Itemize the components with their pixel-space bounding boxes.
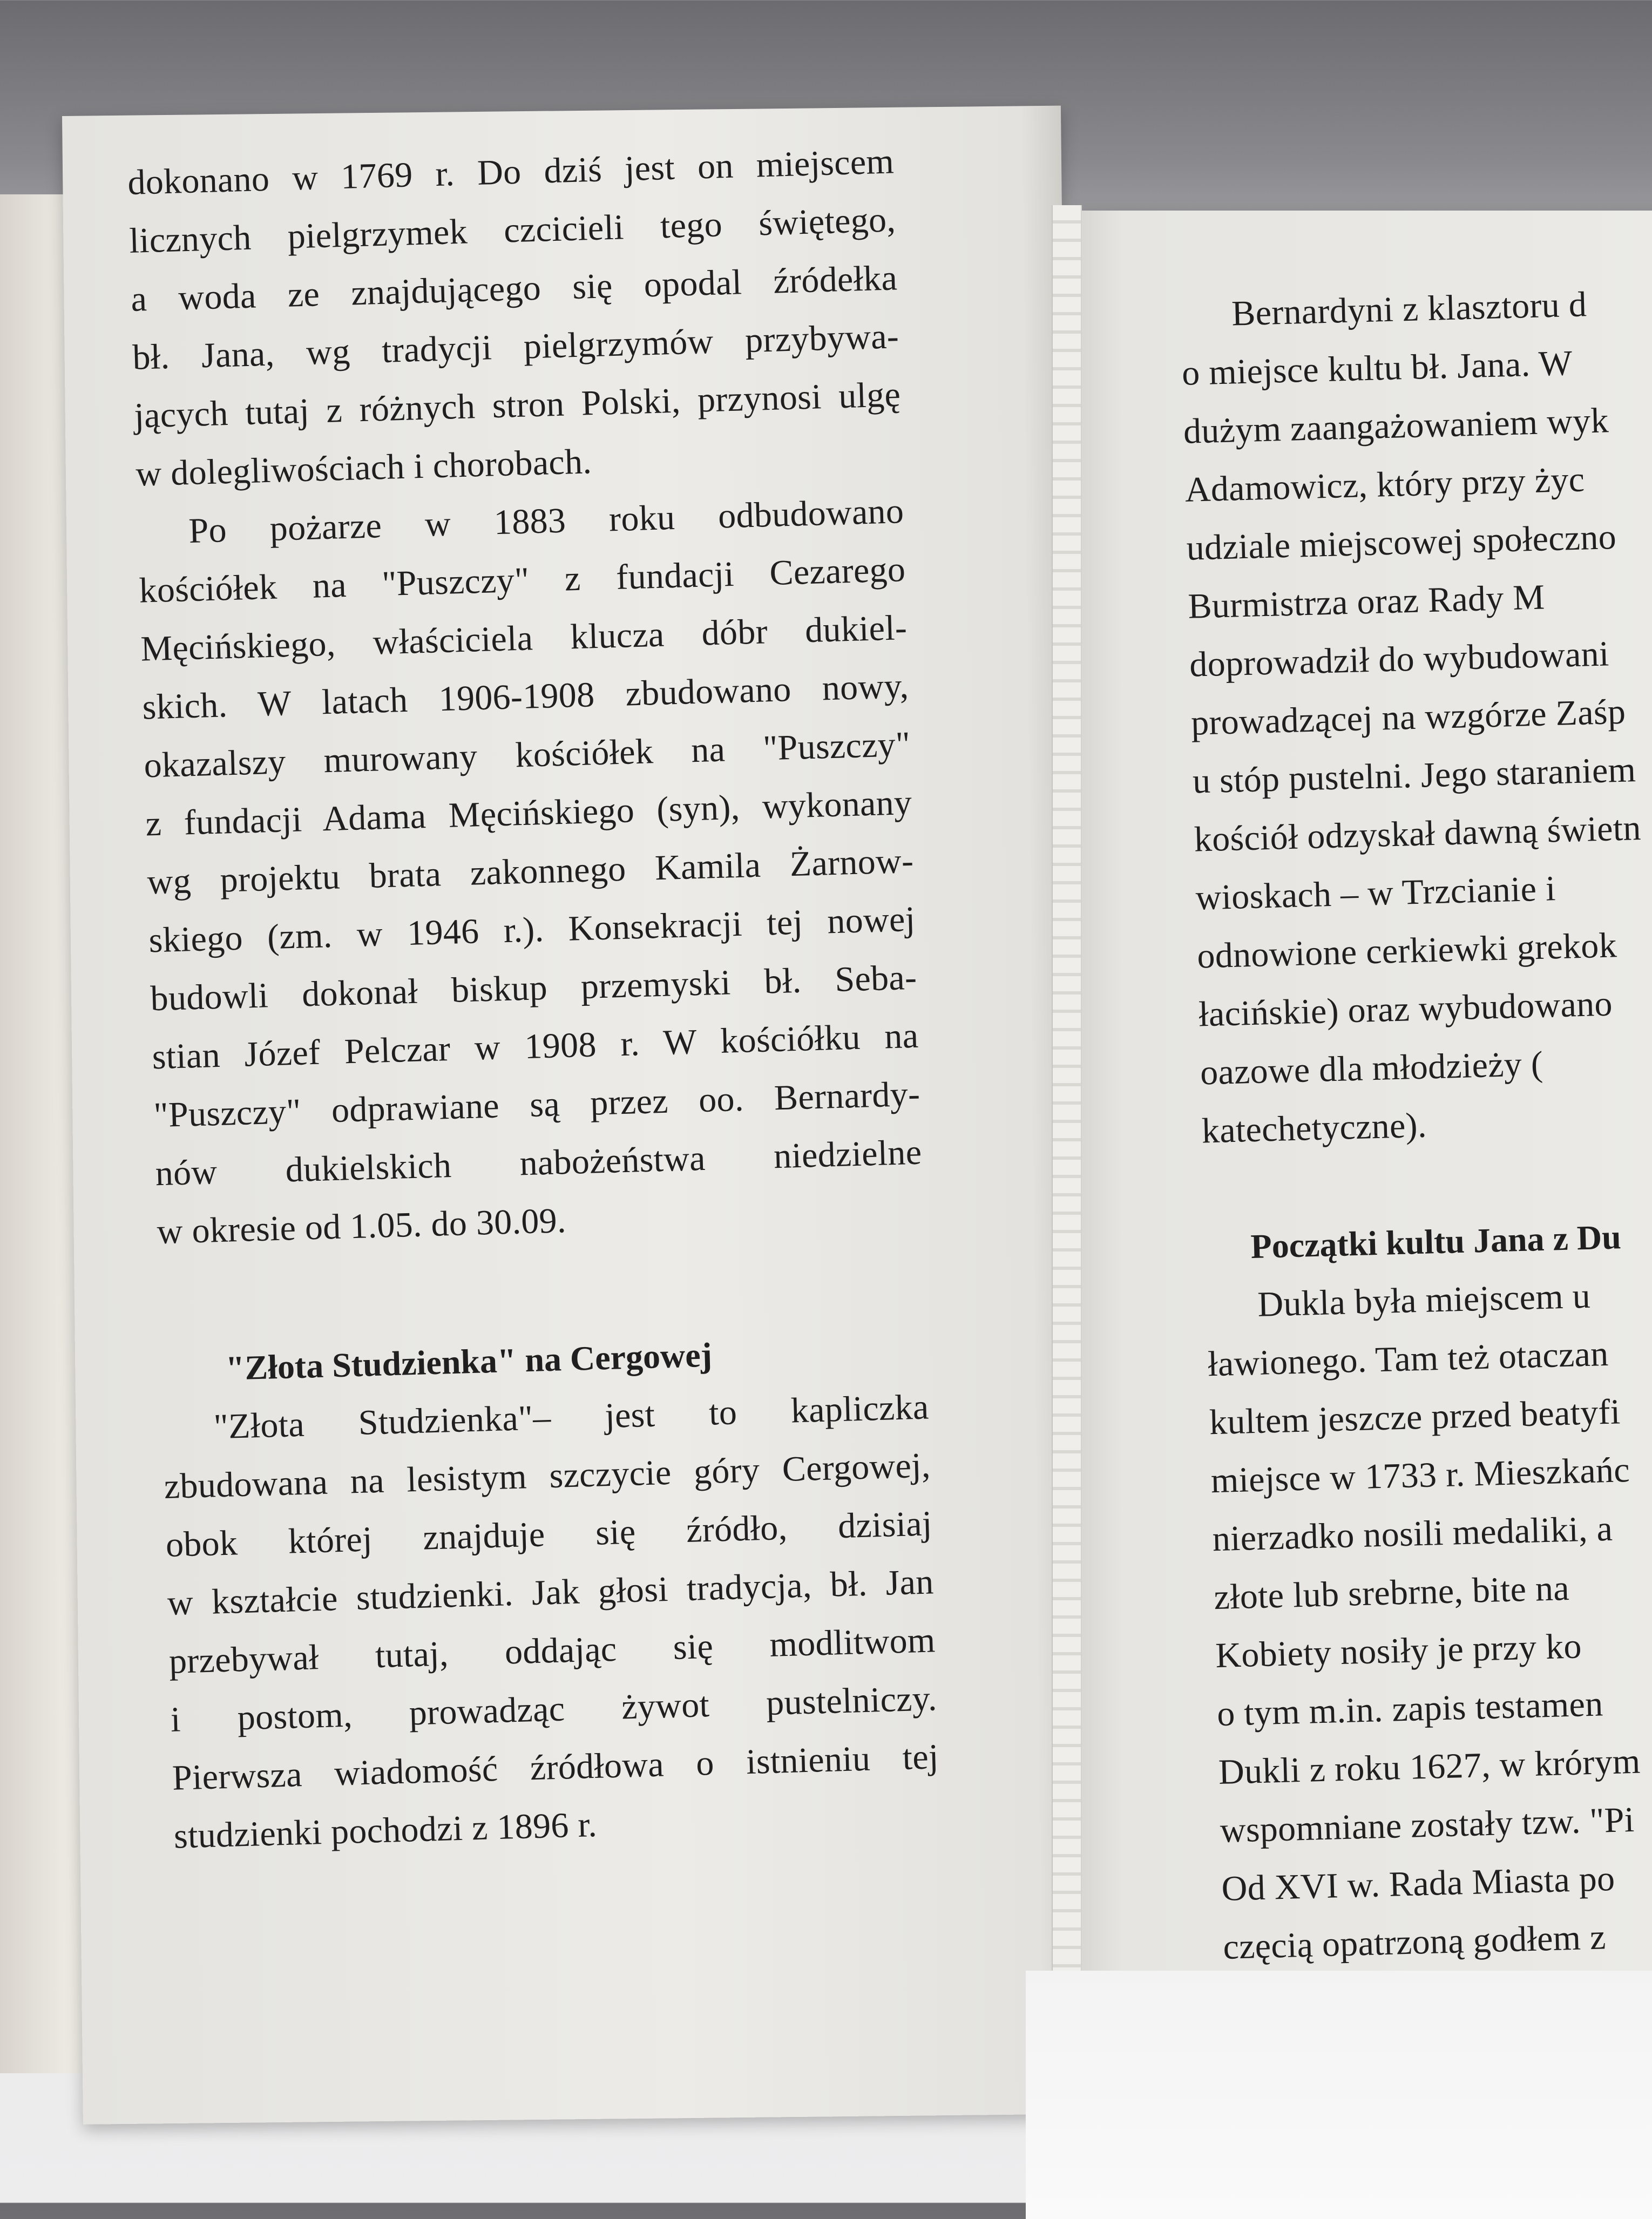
text-line: prowadzącej na wzgórze Zaśp — [1190, 692, 1627, 743]
text-line: Od XVI w. Rada Miasta po — [1221, 1858, 1616, 1909]
text-line: stian Józef Pelczar w 1908 r. W kościółku na — [151, 1016, 919, 1077]
text-line: kultem jeszcze przed beatyfi — [1209, 1392, 1621, 1443]
text-line: Pierwsza wiadomość źródłowa o istnieniu tej — [172, 1737, 939, 1798]
text-line: częcią opatrzoną godłem z — [1222, 1917, 1607, 1967]
text-line: wspomniane zostały tzw. "Pi — [1219, 1799, 1635, 1851]
text-line: z fundacji Adama Męcińskiego (syn), wykonany — [145, 782, 913, 844]
text-line: nierzadko nosili medaliki, a — [1211, 1508, 1614, 1559]
text-line: "Puszczy" odprawiane są przez oo. Bernardy- — [153, 1074, 921, 1135]
text-line: Po pożarze w 1883 roku odbudowano — [188, 491, 905, 551]
text-line: skich. W latach 1906-1908 zbudowano nowy, — [141, 666, 910, 727]
text-line: u stóp pustelni. Jego staraniem — [1192, 750, 1637, 801]
text-line: o miejsce kultu bł. Jana. W — [1181, 343, 1573, 393]
text-line: Bernardyni z klasztoru d — [1231, 285, 1587, 334]
text-line: wg projektu brata zakonnego Kamila Żarnow- — [146, 841, 915, 902]
table-surface — [1026, 1971, 1652, 2219]
left-paragraph-3 — [161, 1378, 941, 1865]
right-paragraph-2 — [1206, 1256, 1652, 1977]
text-line: ławionego. Tam też otaczan — [1207, 1334, 1609, 1384]
text-line: skiego (zm. w 1946 r.). Konsekracji tej nowej — [148, 899, 916, 960]
left-paragraph-1 — [127, 132, 903, 503]
text-line: Kobiety nosiły je przy ko — [1215, 1626, 1582, 1676]
text-line: łacińskie) oraz wybudowano — [1198, 984, 1613, 1034]
text-line: w kształcie studzienki. Jak głosi tradycja, bł. Jan — [166, 1562, 935, 1623]
text-line: jących tutaj z różnych stron Polski, przynosi ulgę — [133, 375, 902, 436]
text-line: doprowadził do wybudowani — [1189, 634, 1610, 685]
text-line: obok której znajduje się źródło, dzisiaj — [165, 1504, 933, 1565]
text-line: miejsce w 1733 r. Mieszkańc — [1210, 1450, 1630, 1501]
text-line: udziale miejscowej społeczno — [1186, 517, 1617, 568]
text-line: bł. Jana, wg tradycji pielgrzymów przybywa- — [132, 316, 900, 377]
text-line: w dolegliwościach i chorobach. — [135, 442, 592, 494]
text-line: licznych pielgrzymek czcicieli tego świętego, — [128, 200, 896, 261]
text-line: "Złota Studzienka"– jest to kapliczka — [213, 1387, 930, 1447]
text-line: Adamowicz, który przy życ — [1184, 459, 1586, 510]
text-line: w okresie od 1.05. do 30.09. — [156, 1201, 567, 1252]
text-line: dokonano w 1769 r. Do dziś jest on miejscem — [127, 141, 895, 202]
text-line: odnowione cerkiewki grekok — [1196, 925, 1617, 976]
text-line: o tym m.in. zapis testamen — [1216, 1684, 1604, 1734]
text-line: okazalszy murowany kościółek na "Puszczy" — [143, 724, 911, 786]
section-heading: "Złota Studzienka" na Cergowej — [225, 1335, 713, 1388]
text-line: Męcińskiego, właściciela klucza dóbr dukiel- — [140, 608, 908, 669]
right-page-text — [1180, 265, 1652, 1977]
text-line: oazowe dla młodzieży ( — [1200, 1044, 1544, 1093]
section-heading: Początki kultu Jana z Du — [1250, 1217, 1622, 1266]
left-page-text — [127, 132, 941, 1865]
text-line: kościółek na "Puszczy" z fundacji Cezarego — [138, 550, 906, 611]
text-line: Dukli z roku 1627, w krórym — [1218, 1741, 1641, 1792]
text-line: przebywał tutaj, oddając się modlitwom — [168, 1620, 936, 1681]
left-paragraph-2 — [137, 482, 924, 1261]
text-line: studzienki pochodzi z 1896 r. — [173, 1804, 598, 1856]
text-line: Dukla była miejscem u — [1257, 1276, 1591, 1324]
text-line: katechetyczne). — [1201, 1105, 1427, 1151]
text-line: nów dukielskich nabożeństwa niedzielne — [154, 1132, 923, 1194]
booklet-spine — [1052, 205, 1082, 1987]
text-line: złote lub srebrne, bite na — [1213, 1568, 1570, 1618]
text-line: Burmistrza oraz Rady M — [1187, 577, 1546, 626]
text-line: a woda ze znajdującego się opodal źródełka — [130, 258, 898, 319]
right-paragraph-1 — [1180, 265, 1652, 1161]
text-line: zbudowana na lesistym szczycie góry Cergowej, — [163, 1445, 931, 1507]
text-line: kościół odzyskał dawną świetn — [1193, 808, 1642, 860]
text-line: i postom, prowadząc żywot pustelniczy. — [170, 1679, 938, 1740]
text-line: budowli dokonał biskup przemyski bł. Seba- — [150, 957, 918, 1019]
text-line: wioskach – w Trzcianie i — [1195, 869, 1556, 918]
text-line: dużym zaangażowaniem wyk — [1183, 401, 1609, 451]
